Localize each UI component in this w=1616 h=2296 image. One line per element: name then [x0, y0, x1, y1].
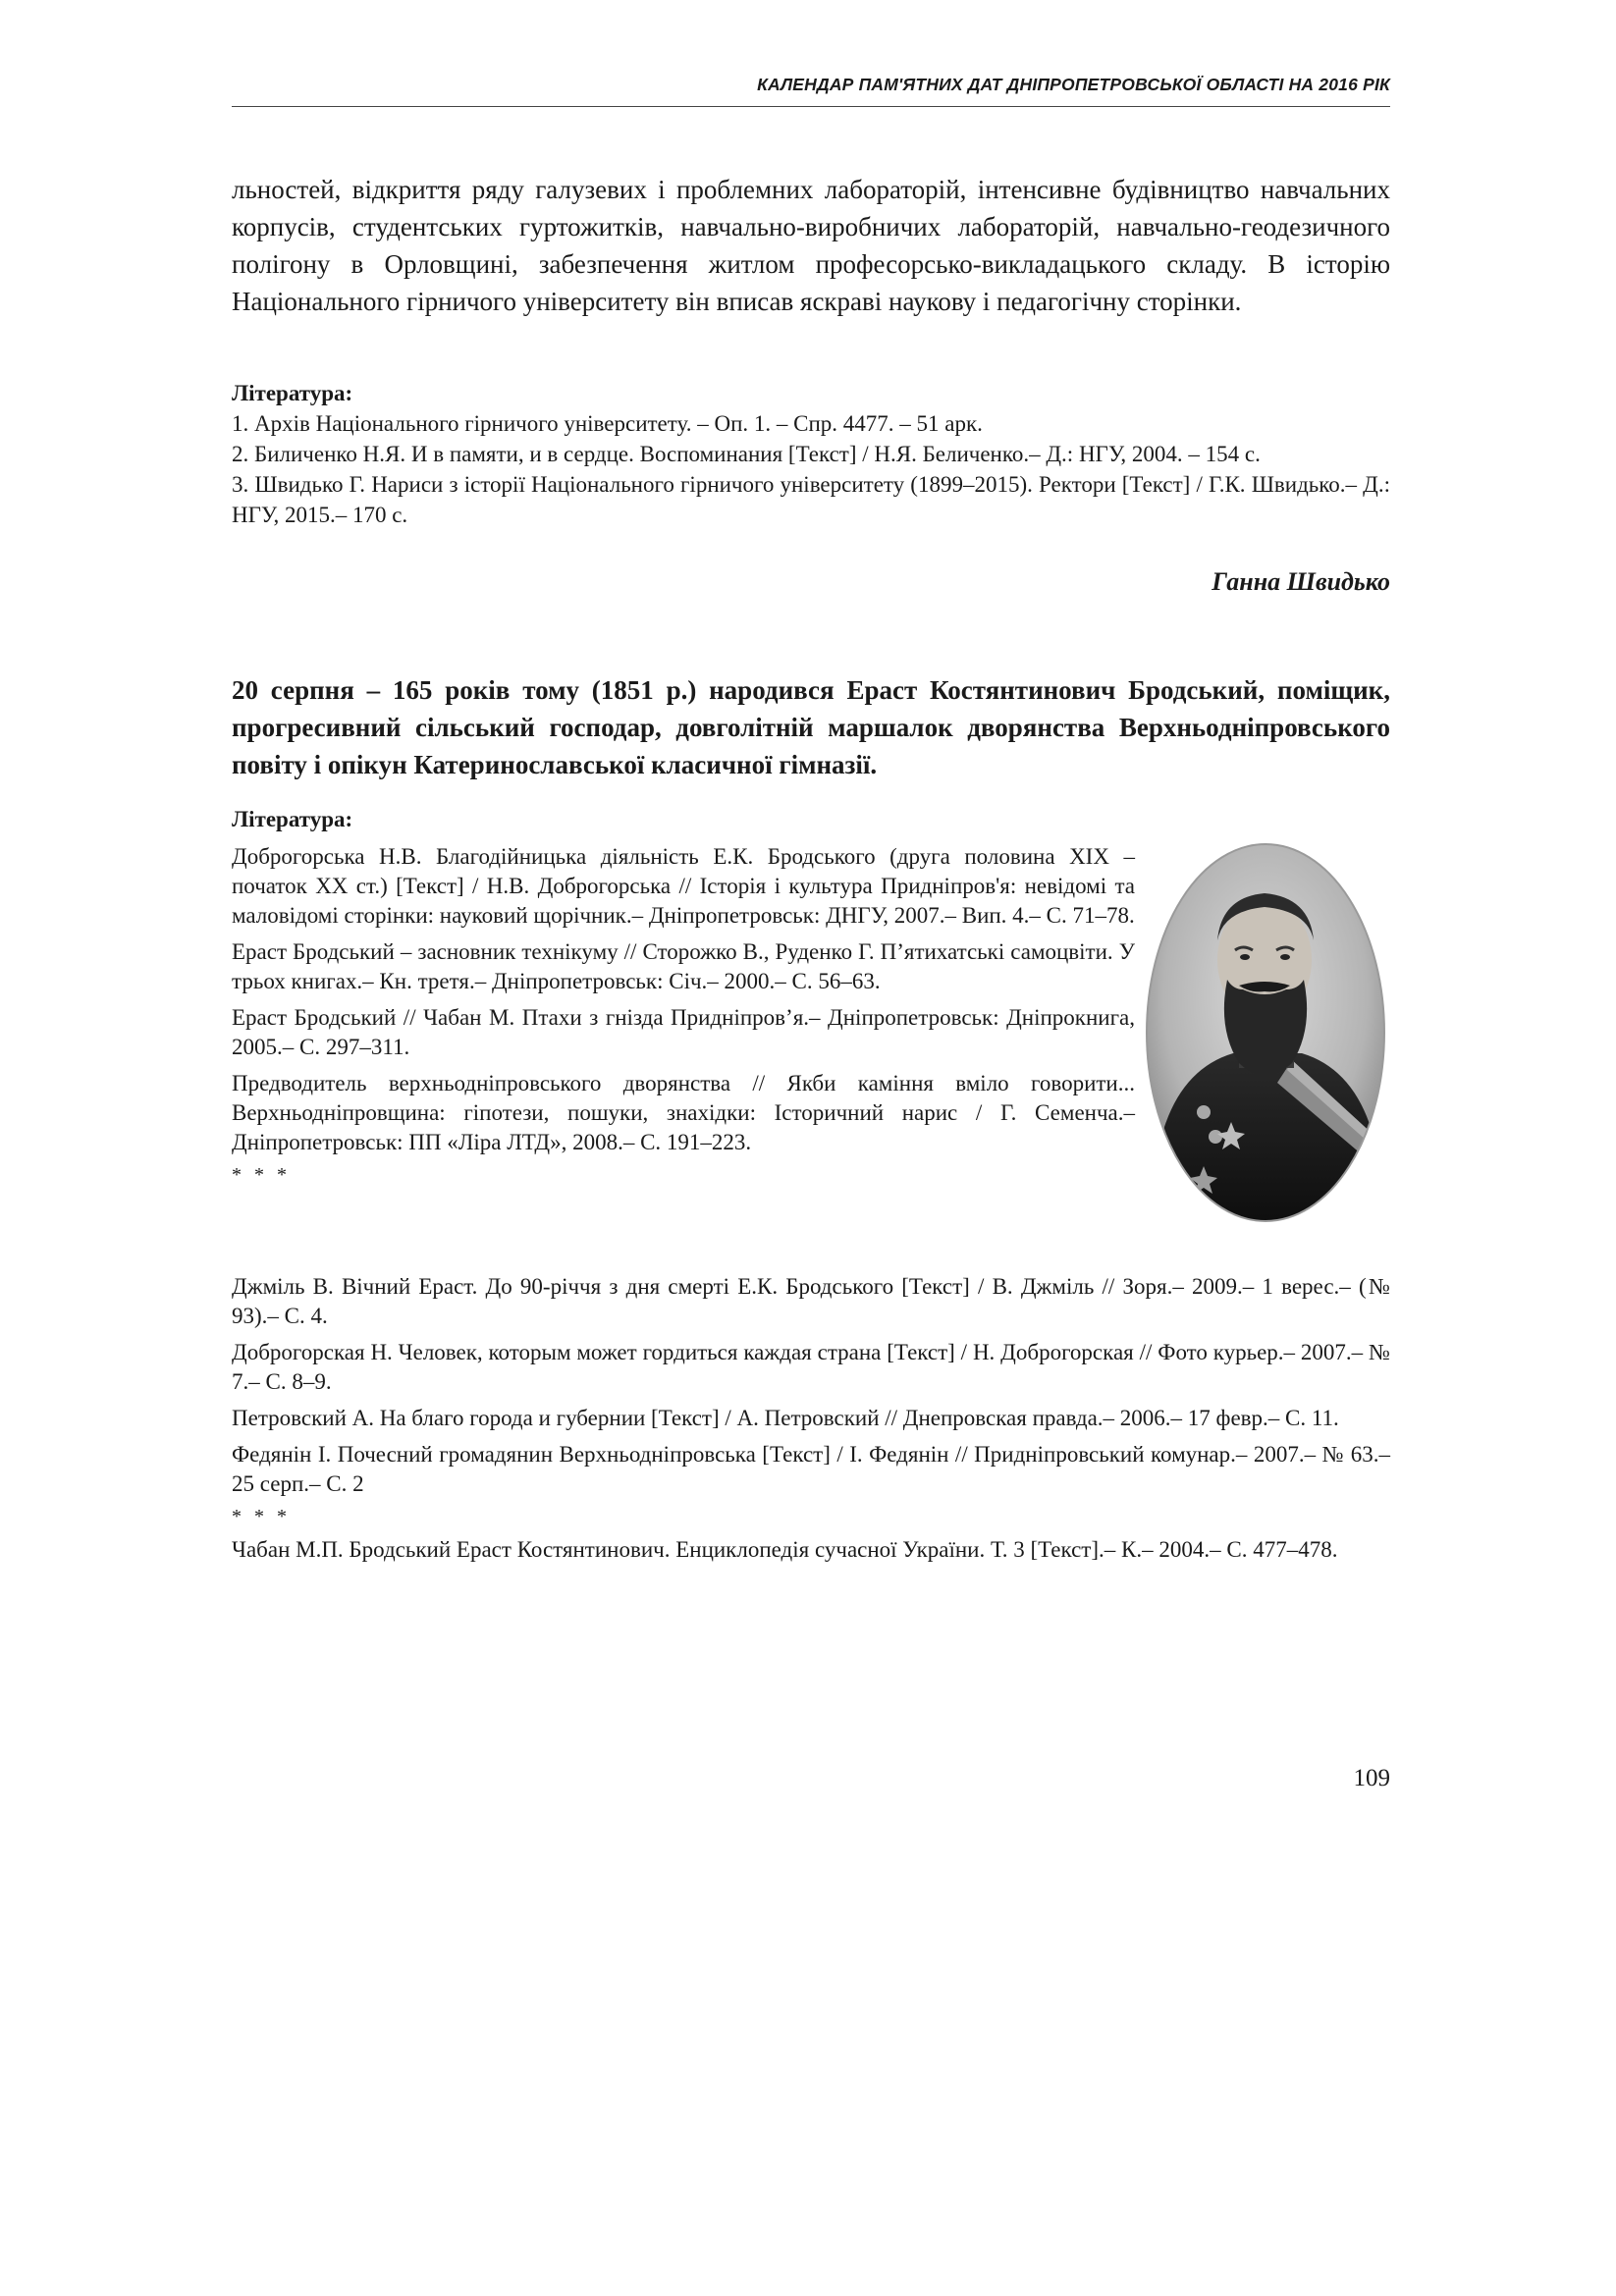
literature-heading: Література: — [232, 807, 353, 831]
reference-item: Ераст Бродський – засновник технікуму // Сторожко В., Руденко Г. П’ятихатські самоцвіти. У трьох книгах.– Кн. третя.– Дніпропетровськ: Січ.– 2000.– С. 56–63. — [232, 939, 1135, 993]
running-header: КАЛЕНДАР ПАМ'ЯТНИХ ДАТ ДНІПРОПЕТРОВСЬКОЇ ОБЛАСТІ НА 2016 РІК — [757, 75, 1390, 94]
reference-item: Джміль В. Вічний Ераст. До 90-річчя з дня смерті Е.К. Бродського [Текст] / В. Джміль // Зоря.– 2009.– 1 верес.– (№ 93).– С. 4. — [232, 1274, 1390, 1328]
reference-item: Предводитель верхньодніпровського дворянства // Якби каміння вміло говорити... Верхньодніпровщина: гіпотези, пошуки, знахідки: Історичний нарис / Г. Семенча.– Дніпропетровськ: ПП «Ліра ЛТД», 2008.– С. 191–223. — [232, 1071, 1135, 1154]
reference-item: Доброгорская Н. Человек, которым может гордиться каждая страна [Текст] / Н. Доброгорская // Фото курьер.– 2007.– № 7.– С. 8–9. — [232, 1340, 1390, 1394]
author-signature: Ганна Швидько — [1212, 567, 1390, 596]
document-page — [232, 0, 1390, 2296]
header-rule — [232, 106, 1390, 107]
reference-item: Петровский А. На благо города и губернии [Текст] / А. Петровский // Днепровская правда.– 2006.– 17 февр.– С. 11. — [232, 1406, 1339, 1430]
reference-item: Федянін І. Почесний громадянин Верхньодніпровська [Текст] / І. Федянін // Придніпровський комунар.– 2007.– № 63.– 25 серп.– С. 2 — [232, 1442, 1390, 1496]
reference-list-full-width — [232, 1272, 1390, 1572]
reference-list — [232, 408, 1390, 530]
intro-paragraph: льностей, відкриття ряду галузевих і проблемних лабораторій, інтенсивне будівництво навчальних корпусів, студентських гуртожитків, навчально-виробничих лабораторій, навчально-геодезичного полігону в Орловщині, забезпечення житлом професорсько-викладацького складу. В історію Національного гірничого університету він вписав яскраві наукову і педагогічну сторінки. — [232, 175, 1390, 316]
reference-item: Доброгорська Н.В. Благодійницька діяльність Е.К. Бродського (друга половина ХІХ – початок ХХ ст.) [Текст] / Н.В. Доброгорська // Історія і культура Придніпров'я: невідомі та маловідомі сторінки: науковий щорічник.– Дніпропетровськ: ДНГУ, 2007.– Вип. 4.– С. 71–78. — [232, 844, 1135, 928]
reference-item: Чабан М.П. Бродський Ераст Костянтинович. Енциклопедія сучасної України. Т. 3 [Текст].– К.– 2004.– С. 477–478. — [232, 1537, 1338, 1562]
event-heading: 20 серпня – 165 років тому (1851 р.) народився Ераст Костянтинович Бродський, поміщик, прогресивний сільський господар, довголітній маршалок дворянства Верхньодніпровського повіту і опікун Катеринославської класичної гімназії. — [232, 675, 1390, 779]
reference-list-beside-photo — [232, 842, 1135, 1194]
reference-item: Ераст Бродський // Чабан М. Птахи з гнізда Придніпров’я.– Дніпропетровськ: Дніпрокнига, 2005.– С. 297–311. — [232, 1005, 1135, 1059]
reference-item: 3. Швидько Г. Нариси з історії Національного гірничого університету (1899–2015). Ректори [Текст] / Г.К. Швидько.– Д.: НГУ, 2015.– 170 с. — [232, 472, 1390, 527]
literature-section-1 — [232, 381, 1390, 530]
reference-item: 1. Архів Національного гірничого університету. – Оп. 1. – Спр. 4477. – 51 арк. — [232, 411, 983, 436]
page-number: 109 — [1353, 1765, 1390, 1791]
literature-heading: Література: — [232, 381, 353, 405]
separator: * * * — [232, 1164, 291, 1186]
reference-item: 2. Биличенко Н.Я. И в памяти, и в сердце. Воспоминания [Текст] / Н.Я. Беличенко.– Д.: НГУ, 2004. – 154 с. — [232, 442, 1261, 466]
portrait-photo — [1145, 842, 1386, 1223]
separator: * * * — [232, 1506, 291, 1527]
